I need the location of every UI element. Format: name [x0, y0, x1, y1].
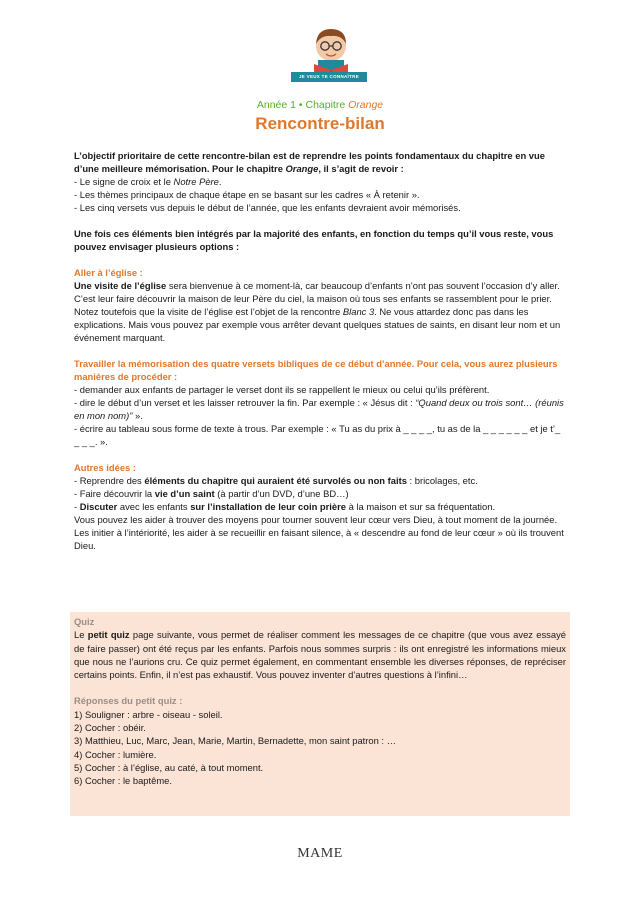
autres-item-1 [74, 474, 566, 487]
eglise-heading: Aller à l’église : [74, 267, 143, 278]
autres-text: - Faire découvrir la [74, 488, 155, 499]
autres-text-end: (à partir d’un DVD, d’une BD…) [214, 488, 349, 499]
autres-heading: Autres idées : [74, 462, 136, 473]
main-content [74, 149, 566, 552]
answer-item: 3) Matthieu, Luc, Marc, Jean, Marie, Martin, Bernadette, mon saint patron : … [74, 735, 397, 747]
eglise-paragraph [74, 279, 566, 344]
autres-bold: éléments du chapitre qui auraient été survolés ou non faits [144, 475, 407, 486]
eglise-italic: Blanc 3 [342, 306, 375, 317]
answer-item: 6) Cocher : le baptême. [74, 775, 172, 787]
quiz-bold: petit quiz [87, 629, 130, 641]
logo-banner: JE VEUX TE CONNAÎTRE [291, 72, 367, 82]
quiz-paragraph [74, 628, 566, 681]
autres-text: - [74, 501, 80, 512]
chapter-name: Orange [348, 99, 384, 111]
quiz-text: Le [74, 629, 88, 641]
autres-bold: Discuter [79, 501, 118, 512]
page-title: Rencontre-bilan [255, 114, 385, 133]
autres-paragraph: Vous pouvez les aider à trouver des moyens pour tourner souvent leur cœur vers Dieu, à tout moment de la journée. Les initier à l’intériorité, les aider à se recueillir en faisant silence, à « descendre au fond de leur cœur » où ils trouvent Dieu. [74, 514, 564, 551]
chapter-header [0, 99, 640, 111]
answer-item: 1) Souligner : arbre - oiseau - soleil. [74, 708, 223, 720]
answers-heading: Réponses du petit quiz : [74, 695, 183, 707]
chapter-label: Chapitre [305, 99, 349, 111]
answer-item: 2) Cocher : obéir. [74, 722, 146, 734]
list-text-italic: Notre Père [173, 176, 219, 187]
intro-list-item-1 [74, 175, 566, 188]
eglise-text-2: . Ne vous attardez donc pas dans les explications. Mais vous pouvez par exemple vous arrêter devant quelques statues de saints, en disant leur nom et un événement marquant. [74, 306, 561, 343]
intro-list-item-2: - Les thèmes principaux de chaque étape en se basant sur les cadres « À retenir ». [74, 189, 420, 200]
memo-item-3: - écrire au tableau sous forme de texte à trous. Par exemple : « Tu as du prix à _ _ _ _, tu as de la _ _ _ _ _ _ et je t’_ _ _ _. ». [74, 423, 561, 447]
header-bullet: • [295, 99, 306, 111]
memo-text: - dire le début d’un verset et les laisser retrouver la fin. Par exemple : « Jésus dit : [74, 397, 416, 408]
autres-bold: sur l’installation de leur coin prière [190, 501, 346, 512]
intro-list-item-3: - Les cinq versets vus depuis le début de l’année, que les enfants devraient avoir mémorisés. [74, 202, 461, 213]
memo-quote: “Quand deux ou trois sont… (réunis en mon nom)” [74, 397, 564, 421]
autres-text-end: à la maison et sur sa fréquentation. [346, 501, 496, 512]
autres-text-end: : bricolages, etc. [406, 475, 478, 486]
eglise-bold: Une visite de l’église [74, 280, 167, 291]
intro-text-1: L’objectif prioritaire de cette rencontre-bilan est de reprendre les points fondamentaux du chapitre en vue d’une meilleure mémorisation. Pour le chapitre [74, 150, 545, 174]
year-label: Année 1 [256, 99, 296, 111]
memo-item-1: - demander aux enfants de partager le verset dont ils se rappellent le mieux ou celui qu’ils préfèrent. [74, 384, 490, 395]
intro-text-2: , il s’agit de revoir : [318, 163, 404, 174]
options-paragraph: Une fois ces éléments bien intégrés par la majorité des enfants, en fonction du temps qu’il vous reste, vous pouvez envisager plusieurs options : [74, 228, 554, 252]
list-text: - Le signe de croix et le [74, 176, 174, 187]
autres-text: - Reprendre des [74, 475, 145, 486]
autres-item-3 [74, 500, 566, 513]
list-text: . [218, 176, 222, 187]
intro-chapter-name: Orange [285, 163, 319, 174]
autres-text: avec les enfants [117, 501, 191, 512]
autres-item-2 [74, 487, 566, 500]
quiz-heading: Quiz [74, 616, 95, 627]
memo-heading: Travailler la mémorisation des quatre versets bibliques de ce début d’année. Pour cela, vous aurez plusieurs manières de procéder : [74, 358, 558, 382]
intro-paragraph [74, 149, 566, 175]
publisher-logo: MAME [297, 846, 343, 861]
autres-bold: vie d’un saint [154, 488, 215, 499]
memo-item-2 [74, 396, 566, 422]
answer-item: 4) Cocher : lumière. [74, 748, 157, 760]
eglise-text: sera bienvenue à ce moment-là, car beaucoup d’enfants n’ont pas souvent l’occasion d’y aller. C’est leur faire découvrir la maison de leur Père du ciel, la maison où tous ses enfants se rassemblent pour le prier. Notez toutefois que la visite de l’église est l’objet de la rencontre [74, 280, 560, 317]
quiz-content [74, 615, 566, 788]
quiz-text-2: page suivante, vous permet de réaliser comment les messages de ce chapitre (que vous avez essayé de faire passer) ont été reçus par les enfants. Parfois nous sommes surpris : ils ont enregistré les informations mieux que nous ne l’aurions cru. Ce quiz permet également, en commentant ensemble les diverses réponses, de repréciser certains points. Enfin, il n’est pas exhaustif. Vous pouvez inventer d’autres questions à l’infini… [74, 629, 566, 681]
memo-text-end: ». [132, 410, 143, 421]
answer-item: 5) Cocher : à l’église, au caté, à tout moment. [74, 761, 264, 773]
